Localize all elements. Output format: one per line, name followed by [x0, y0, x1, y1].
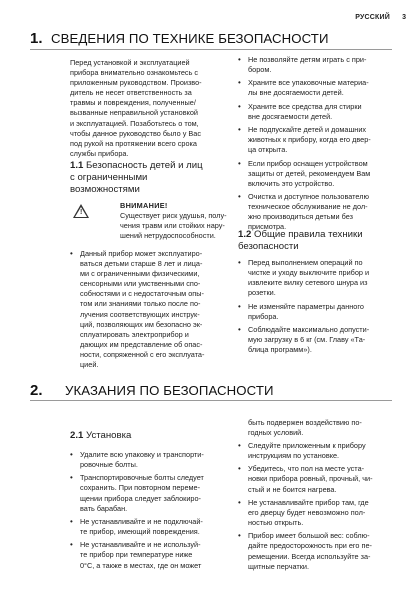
section1-title: СВЕДЕНИЯ ПО ТЕХНИКЕ БЕЗОПАСНОСТИ [50, 31, 329, 46]
text-line: те прибор, имеющий повреждения. [80, 527, 200, 537]
text-line: том или знаниями только после по- [80, 299, 201, 309]
intro-line: травмы и повреждения, полученные/ [70, 98, 196, 108]
header-language: РУССКИЙ [355, 14, 390, 21]
list-item [238, 78, 396, 98]
list-item [238, 498, 396, 528]
text-line: ности, сопряженной с его эксплуата- [80, 349, 205, 359]
text-line: собностями и с недостаточным опы- [80, 289, 204, 299]
subsection-1-2-title-line: Общие правила техники [254, 229, 363, 240]
text-line: • Перед выполнением операций по [248, 258, 363, 267]
intro-line: дитель не несет ответственность за [70, 88, 192, 98]
text-line: • Очистка и доступное пользователю [248, 192, 369, 202]
section1-heading [30, 30, 329, 48]
text-line: жно производиться детьми без [248, 212, 353, 222]
text-line: ваться детьми старше 8 лет и лица- [80, 259, 203, 269]
text-line: лы вне досягаемости детей. [248, 88, 344, 98]
intro-line: и эксплуатацией. Позаботьтесь о том, [70, 118, 199, 128]
continuation-line: быть подвержен воздействию по- [248, 418, 362, 427]
text-line: чистке и уходу выключите прибор и [248, 268, 370, 278]
warning-line: Существует риск удушья, полу- [120, 211, 227, 221]
section2-title: УКАЗАНИЯ ПО БЕЗОПАСНОСТИ [64, 383, 274, 398]
text-line: • Данный прибор может эксплуатиро- [80, 249, 203, 258]
text-line: ровочные болты. [80, 460, 138, 470]
text-line: сенсорными или умственными спо- [80, 279, 201, 289]
section1-rule [30, 49, 392, 50]
list-item [70, 249, 238, 370]
text-line: • Не устанавливайте и не используй- [80, 540, 201, 550]
text-line: ремещении. Всегда используйте за- [248, 551, 371, 561]
text-line: • Транспортировочные болты следует [80, 473, 204, 483]
section2-right-bullets [238, 441, 396, 575]
list-item [238, 192, 396, 232]
list-item [238, 464, 396, 494]
text-line: щении прибора следует заблокиро- [80, 493, 201, 503]
text-line: техническое обслуживание не дол- [248, 202, 368, 212]
warning-line: шений нетрудоспособности. [120, 231, 216, 241]
text-line: инструкциям по установке. [248, 451, 340, 461]
intro-line: приложенным руководством. Произво- [70, 78, 202, 88]
subsection-1-2-title-line: безопасности [238, 241, 299, 252]
text-line: вне досягаемости детей. [248, 111, 333, 121]
text-line: цией. [80, 360, 99, 370]
list-item [238, 441, 396, 461]
text-line: новки прибора ровный, прочный, чи- [248, 474, 373, 484]
subsection-1-1-heading [70, 160, 235, 196]
section2-right-continuation [248, 418, 396, 438]
section2-rule [30, 400, 392, 401]
text-line: розетки. [248, 288, 276, 298]
section2-number: 2. [30, 382, 43, 399]
text-line: прибора. [248, 311, 279, 321]
text-line: лучения соответствующих инструк- [80, 309, 200, 319]
intro-line: службы прибора. [70, 148, 129, 158]
section1-right-bullets [238, 55, 396, 236]
intro-line: вызванные неправильной установкой [70, 108, 198, 118]
text-line: сплуатировать электроприбор и [80, 329, 189, 339]
text-line: присмотра. [248, 222, 287, 232]
continuation-line: годных условий. [248, 428, 304, 438]
text-line: ций, позволяющих им безопасно эк- [80, 319, 203, 329]
warning-line: чения травм или стойких нару- [120, 221, 225, 231]
text-line: сохранить. При повторном переме- [80, 483, 201, 493]
text-line: его дверцу будет невозможно пол- [248, 507, 366, 517]
text-line: блица программ»). [248, 345, 312, 355]
page-number: 3 [402, 14, 406, 21]
subsection-1-1-number: 1.1 [70, 160, 84, 171]
text-line: дайте предосторожность при его пе- [248, 541, 372, 551]
subsection-2-1-heading [70, 430, 230, 442]
text-line: • Следуйте приложенным к прибору [248, 441, 366, 450]
text-line: защиты от детей, рекомендуем Вам [248, 168, 371, 178]
list-item [238, 258, 396, 298]
intro-line: чтобы данное руководство было у Вас [70, 128, 201, 138]
text-line: • Не изменяйте параметры данного [248, 301, 364, 311]
text-line: • Если прибор оснащен устройством [248, 158, 368, 168]
text-line: вать барабан. [80, 503, 128, 513]
text-line: те прибор при температуре ниже [80, 550, 193, 560]
list-item [238, 325, 396, 355]
intro-line: Перед установкой и эксплуатацией [70, 58, 190, 67]
text-line: • Прибор имеет большой вес: соблю- [248, 531, 370, 541]
list-item [238, 102, 396, 122]
subsection-1-2-number: 1.2 [238, 229, 252, 240]
text-line: извлеките вилку сетевого шнура из [248, 278, 368, 288]
intro-line: прибора внимательно ознакомьтесь с [70, 68, 199, 78]
section2-1-bullets [70, 450, 238, 574]
text-line: • Удалите всю упаковку и транспорти- [80, 450, 204, 459]
text-line: • Не устанавливайте прибор там, где [248, 497, 369, 507]
section2-heading [30, 382, 274, 400]
text-line: бором. [248, 65, 272, 75]
list-item [70, 517, 238, 537]
subsection-2-1-number: 2.1 [70, 430, 84, 441]
text-line: включить это устройство. [248, 178, 335, 188]
section1-2-bullets [238, 258, 396, 358]
text-line: • Не устанавливайте и не подключай- [80, 516, 203, 526]
list-item [70, 540, 238, 570]
section1-1-bullets [70, 249, 238, 373]
list-item [238, 125, 396, 155]
text-line: • Храните все средства для стирки [248, 101, 362, 111]
text-line: ми с ограниченными физическими, [80, 269, 200, 279]
text-line: • Не позволяйте детям играть с при- [248, 55, 367, 64]
text-line: • Храните все упаковочные материа- [248, 78, 369, 88]
warning-heading: ВНИМАНИЕ! [120, 201, 168, 210]
section1-intro [70, 58, 230, 159]
text-line: 0°C, а также в местах, где он может [80, 560, 202, 570]
text-line: • Убедитесь, что пол на месте уста- [248, 464, 365, 474]
subsection-1-1-title-line: возможностями [70, 184, 140, 195]
subsection-2-1-title: Установка [86, 430, 132, 441]
subsection-1-1-title-line: с ограниченными [70, 172, 148, 183]
list-item [70, 450, 238, 470]
list-item [238, 159, 396, 189]
text-line: ца открыта. [248, 145, 288, 155]
text-line: животных к прибору, когда его двер- [248, 135, 371, 145]
list-item [70, 473, 238, 513]
section1-number: 1. [30, 30, 43, 47]
list-item [238, 302, 396, 322]
list-item [238, 55, 396, 75]
text-line: щитные перчатки. [248, 561, 310, 571]
text-line: дающих им представление об опас- [80, 339, 203, 349]
text-line: ностью открыть. [248, 518, 304, 528]
text-line: • Соблюдайте максимально допусти- [248, 324, 370, 334]
intro-line: под рукой на протяжении всего срока [70, 138, 197, 148]
text-line: • Не подпускайте детей и домашних [248, 125, 367, 135]
text-line: стый и не боится нагрева. [248, 484, 337, 494]
text-line: мую загрузку в 6 кг (см. Главу «Та- [248, 335, 366, 345]
subsection-1-1-title-line: Безопасность детей и лиц [86, 160, 203, 171]
subsection-1-2-heading [238, 229, 398, 253]
list-item [238, 531, 396, 571]
